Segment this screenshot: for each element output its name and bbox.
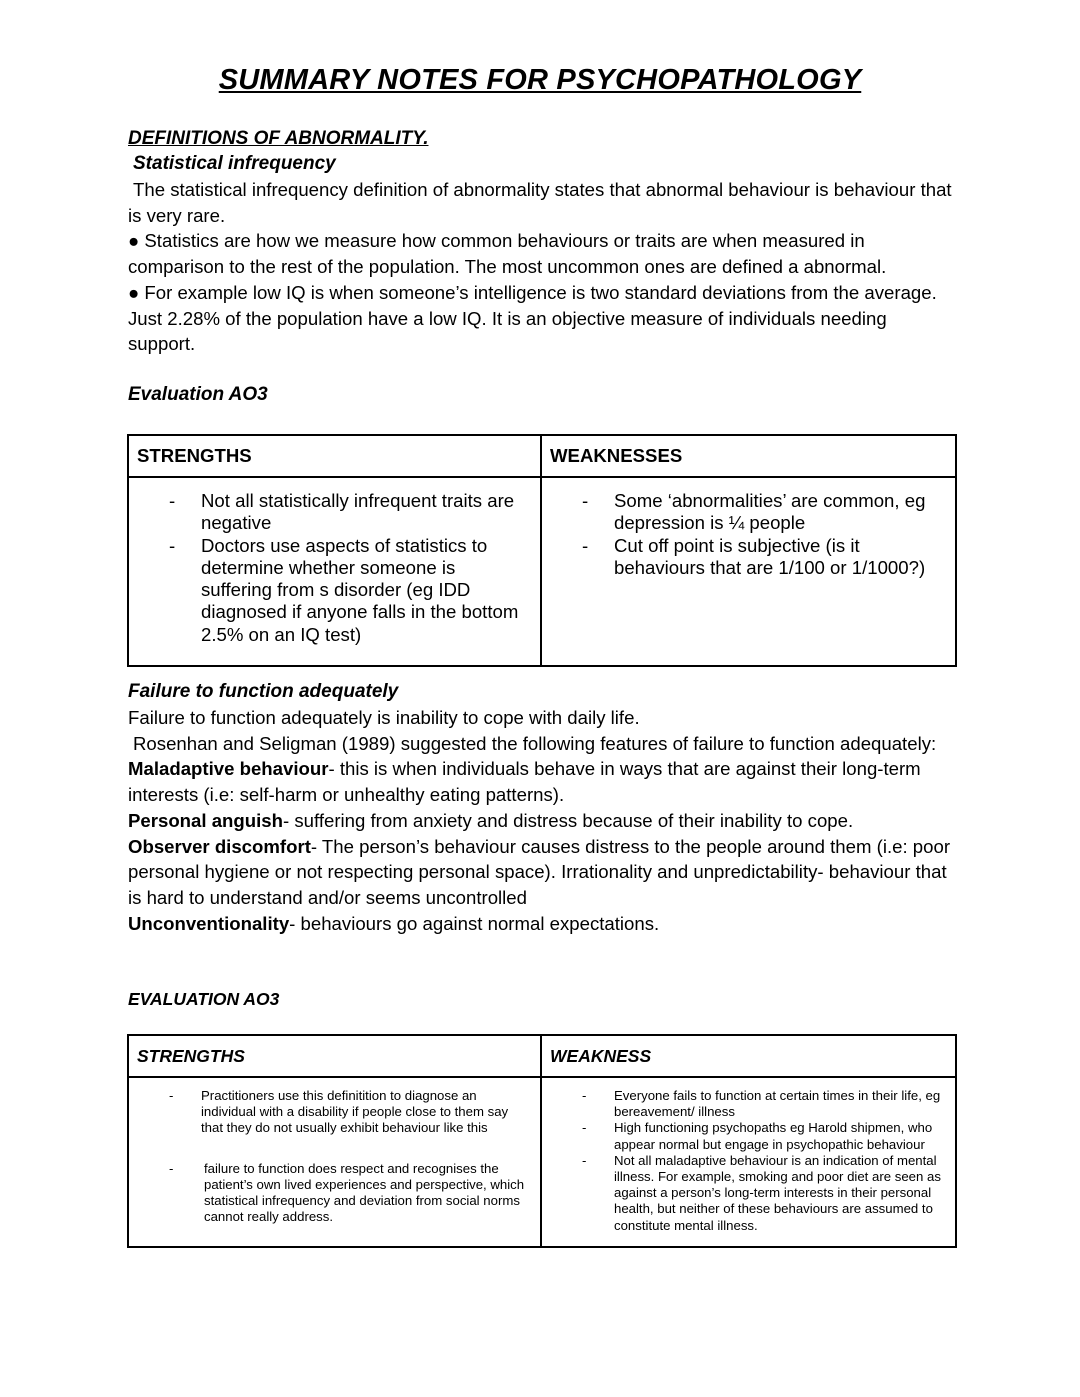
strength-item: - Doctors use aspects of statistics to determine whether someone is suffering from s disorder (eg IDD diagnosed if anyone falls in the bottom 2.5% on an IQ test) — [129, 535, 540, 646]
strength-item: - failure to function does respect and recognises the patient’s own lived experiences and perspective, which statistical infrequency and deviation from social norms cannot really address. — [129, 1161, 540, 1226]
unconventionality: Unconventionality- behaviours go against normal expectations. — [128, 912, 660, 934]
strength-item: - Not all statistically infrequent traits are negative — [129, 490, 540, 535]
section-heading-definitions: DEFINITIONS OF ABNORMALITY. — [128, 128, 429, 149]
failure-to-function-text — [128, 705, 963, 936]
strengths-cell — [128, 1077, 541, 1247]
weakness-item: - Some ‘abnormalities’ are common, eg depression is ¼ people — [542, 490, 955, 535]
weakness-header: WEAKNESS — [541, 1035, 956, 1077]
evaluation-heading-2: EVALUATION AO3 — [128, 989, 280, 1009]
ffa-definition: Failure to function adequately is inability to cope with daily life. — [128, 707, 640, 728]
bullet-icon: ● — [128, 230, 145, 252]
page-title: SUMMARY NOTES FOR PSYCHOPATHOLOGY — [218, 64, 862, 96]
observer-discomfort: Observer discomfort- The person’s behaviour causes distress to the people around them (i.e: poor personal hygiene or not respecting personal space). Irrationality and unpredictability- behaviour that is hard to understand and/or seems uncontrolled — [128, 835, 951, 908]
evaluation-heading-1: Evaluation AO3 — [128, 384, 268, 405]
personal-anguish: Personal anguish- suffering from anxiety and distress because of their inability to cope. — [128, 809, 854, 831]
weakness-item: - Everyone fails to function at certain times in their life, eg bereavement/ illness — [542, 1088, 955, 1120]
maladaptive-behaviour: Maladaptive behaviour- this is when individuals behave in ways that are against their long-term interests (i.e: self-harm or unhealthy eating patterns). — [128, 758, 921, 806]
bullet-icon: ● — [128, 281, 145, 303]
evaluation-table-statistical — [127, 434, 957, 667]
bullet-statistics: ● Statistics are how we measure how common behaviours or traits are when measured in comparison to the rest of the population. The most uncommon ones are defined a abnormal. — [128, 230, 887, 278]
bullet-low-iq: ● For example low IQ is when someone’s intelligence is two standard deviations from the average. Just 2.28% of the population have a low IQ. It is an objective measure of individuals needing support. — [128, 281, 937, 355]
weakness-item: - High functioning psychopaths eg Harold shipmen, who appear normal but engage in psychopathic behaviour — [542, 1120, 955, 1152]
strength-item: - Practitioners use this definitition to diagnose an individual with a disability if people close to them say that they do not usually exhibit behaviour like this — [129, 1088, 540, 1137]
strengths-header: STRENGTHS — [128, 435, 541, 477]
weaknesses-header: WEAKNESSES — [541, 435, 956, 477]
weaknesses-cell — [541, 1077, 956, 1247]
rosenhan-seligman-paragraph: Rosenhan and Seligman (1989) suggested the following features of failure to function adequately: — [133, 732, 937, 754]
subheading-failure-to-function: Failure to function adequately — [128, 681, 399, 702]
subheading-statistical-infrequency: Statistical infrequency — [133, 153, 336, 174]
statistical-infrequency-text — [128, 177, 958, 357]
weaknesses-cell — [541, 477, 956, 666]
strengths-cell — [128, 477, 541, 666]
definition-paragraph: The statistical infrequency definition of abnormality states that abnormal behaviour is behaviour that is very rare. — [128, 179, 952, 226]
weakness-item: - Not all maladaptive behaviour is an indication of mental illness. For example, smoking and poor diet are seen as against a person’s long-term interests in their personal health, but neither of these behaviours are assumed to constitute mental illness. — [542, 1153, 955, 1234]
strengths-header: STRENGTHS — [128, 1035, 541, 1077]
evaluation-table-failure-to-function — [127, 1034, 957, 1248]
weakness-item: - Cut off point is subjective (is it behaviours that are 1/100 or 1/1000?) — [542, 535, 955, 580]
